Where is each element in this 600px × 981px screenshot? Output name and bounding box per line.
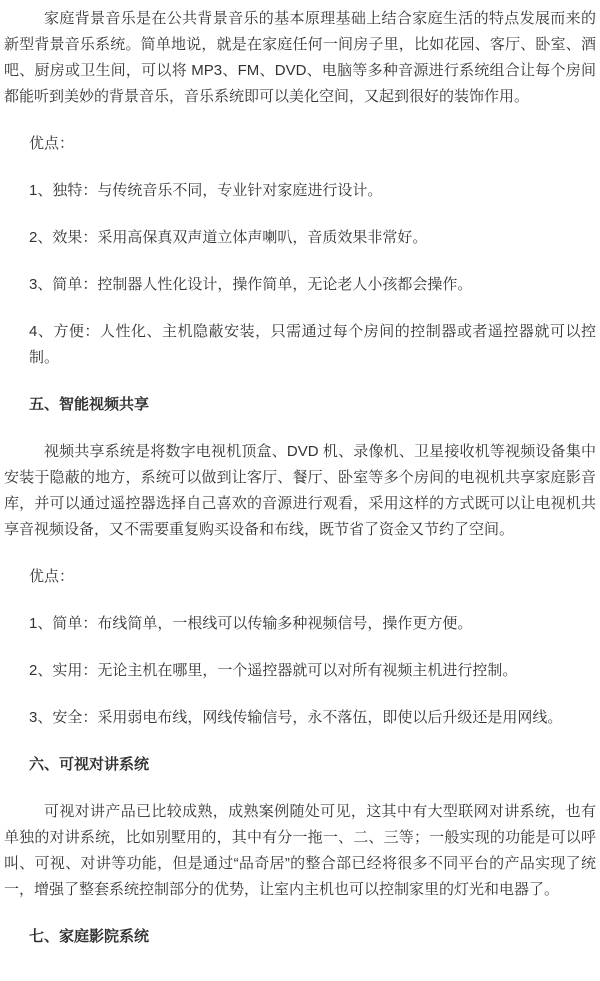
heading-home-theater-system: 七、家庭影院系统	[29, 928, 150, 945]
music-advantage-item-4: 4、方便：人性化、主机隐蔽安装，只需通过每个房间的控制器或者遥控器就可以控制。	[29, 323, 596, 366]
paragraph-video-sharing: 视频共享系统是将数字电视机顶盒、DVD 机、录像机、卫星接收机等视频设备集中安装于隐蔽的地方，系统可以做到让客厅、餐厅、卧室等多个房间的电视机共享家庭影音库，并可以通过遥控器选择自己喜欢的音源进行观看，采用这样的方式既可以让电视机共享音视频设备，又不需要重复购买设备和布线，既节省了资金又节约了空间。	[4, 443, 596, 538]
paragraph-home-bg-music-intro: 家庭背景音乐是在公共背景音乐的基本原理基础上结合家庭生活的特点发展而来的新型背景音乐系统。简单地说，就是在家庭任何一间房子里，比如花园、客厅、卧室、酒吧、厨房或卫生间，可以将 MP3、FM、DVD、电脑等多种音源进行系统组合让每个房间都能听到美妙的背景音乐，音乐系统即可以美化空间，又起到很好的装饰作用。	[4, 10, 596, 105]
video-advantage-item-2: 2、实用：无论主机在哪里，一个遥控器就可以对所有视频主机进行控制。	[29, 662, 518, 679]
music-advantage-item-1: 1、独特：与传统音乐不同，专业针对家庭进行设计。	[29, 182, 383, 199]
paragraph-video-intercom: 可视对讲产品已比较成熟，成熟案例随处可见，这其中有大型联网对讲系统，也有单独的对讲系统，比如别墅用的，其中有分一拖一、二、三等；一般实现的功能是可以呼叫、可视、对讲等功能，但是通过“品奇居”的整合部已经将很多不同平台的产品实现了统一，增强了整套系统控制部分的优势，让室内主机也可以控制家里的灯光和电器了。	[4, 803, 596, 898]
advantages-label-music: 优点：	[29, 135, 75, 152]
music-advantage-item-2: 2、效果：采用高保真双声道立体声喇叭，音质效果非常好。	[29, 229, 428, 246]
advantages-label-video: 优点：	[29, 568, 75, 585]
heading-video-intercom-system: 六、可视对讲系统	[29, 756, 150, 773]
video-advantage-item-1: 1、简单：布线简单，一根线可以传输多种视频信号，操作更方便。	[29, 615, 473, 632]
video-advantage-item-3: 3、安全：采用弱电布线，网线传输信号，永不落伍，即使以后升级还是用网线。	[29, 709, 563, 726]
music-advantage-item-3: 3、简单：控制器人性化设计，操作简单，无论老人小孩都会操作。	[29, 276, 473, 293]
heading-smart-video-sharing: 五、智能视频共享	[29, 396, 150, 413]
